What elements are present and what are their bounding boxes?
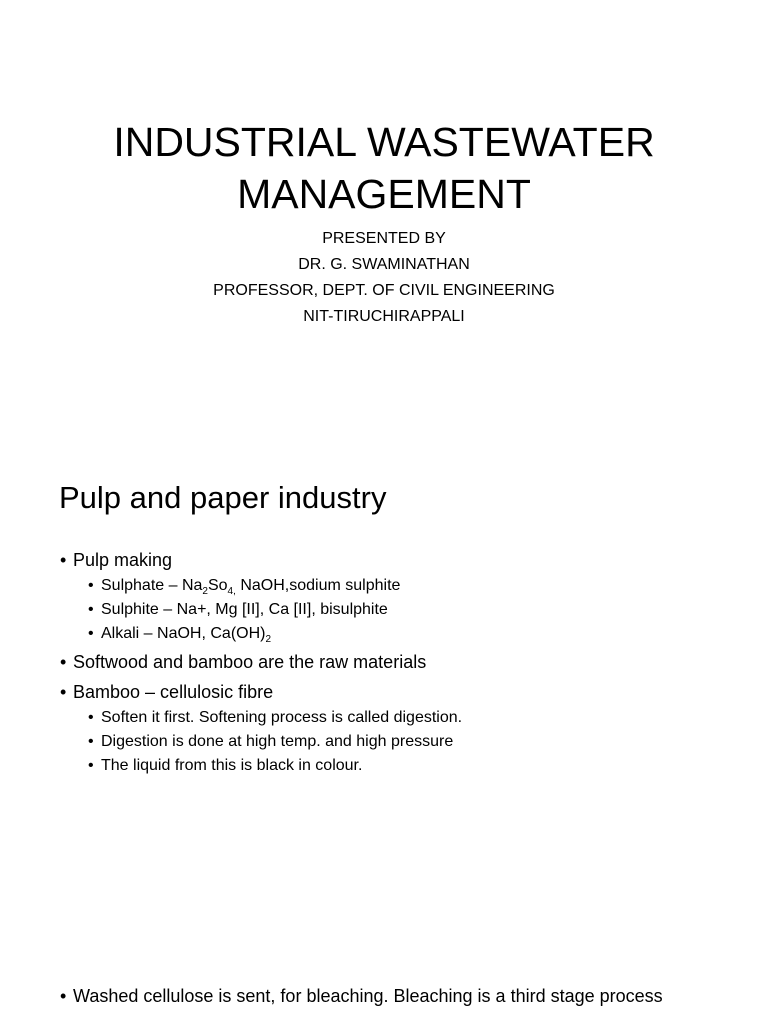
sulphate-text-a: Sulphate – Na <box>101 577 203 594</box>
sulphate-subscript-1: 2 <box>202 586 208 597</box>
presenter-block <box>0 226 768 330</box>
bullet-text: Washed cellulose is sent, for bleaching. Bleaching is a third stage process <box>73 986 663 1006</box>
presenter-name: DR. G. SWAMINATHAN <box>298 256 470 273</box>
bullet-list <box>60 548 750 782</box>
bamboo-sublist <box>60 706 750 778</box>
bullet-dot: • <box>60 550 67 570</box>
bullet-dot: • <box>88 577 94 594</box>
presenter-position: PROFESSOR, DEPT. OF CIVIL ENGINEERING <box>213 282 555 299</box>
sub-bullet-black-liquor <box>60 754 750 778</box>
bullet-bleaching <box>60 984 720 1008</box>
sub-bullet-softening <box>60 706 750 730</box>
bullet-dot: • <box>60 682 67 702</box>
bullet-dot: • <box>60 652 67 672</box>
bullet-text: Softwood and bamboo are the raw materials <box>73 652 427 672</box>
sub-bullet-digestion <box>60 730 750 754</box>
bullet-text: Bamboo – cellulosic fibre <box>73 682 274 702</box>
presentation-title <box>0 116 768 220</box>
slide-title: Pulp and paper industry <box>59 480 387 515</box>
pulp-paper-slide <box>0 432 768 864</box>
alkali-subscript: 2 <box>265 634 272 645</box>
sub-bullet-text: Digestion is done at high temp. and high pressure <box>101 733 454 750</box>
pulp-making-sublist <box>60 574 750 646</box>
bullet-pulp-making <box>60 548 750 572</box>
sub-bullet-sulphite <box>60 598 750 622</box>
bullet-dot: • <box>88 733 94 750</box>
bullet-bamboo <box>60 680 750 704</box>
bullet-dot: • <box>60 986 67 1006</box>
presenter-institute: NIT-TIRUCHIRAPPALI <box>303 308 465 325</box>
bleaching-slide <box>0 864 768 1024</box>
title-slide <box>0 0 768 432</box>
title-line-2: MANAGEMENT <box>237 171 531 217</box>
sub-bullet-sulphate <box>60 574 750 598</box>
sulphite-text: Sulphite – Na+, Mg [II], Ca [II], bisulphite <box>101 601 388 618</box>
bullet-dot: • <box>88 625 94 642</box>
alkali-text: Alkali – NaOH, Ca(OH) <box>101 625 266 642</box>
sulphate-text-c: NaOH,sodium sulphite <box>235 577 401 594</box>
bullet-softwood <box>60 650 750 674</box>
bullet-dot: • <box>88 601 94 618</box>
presented-by-label: PRESENTED BY <box>322 230 446 247</box>
bullet-text: Pulp making <box>73 550 173 570</box>
sub-bullet-text: Soften it first. Softening process is called digestion. <box>101 709 463 726</box>
sub-bullet-alkali <box>60 622 750 646</box>
sub-bullet-text: The liquid from this is black in colour. <box>101 757 363 774</box>
bullet-list <box>60 984 720 1010</box>
sulphate-subscript-2: 4, <box>227 586 236 597</box>
sulphate-text-b: So <box>207 577 228 594</box>
bullet-dot: • <box>88 709 94 726</box>
title-line-1: INDUSTRIAL WASTEWATER <box>113 119 655 165</box>
bullet-dot: • <box>88 757 94 774</box>
